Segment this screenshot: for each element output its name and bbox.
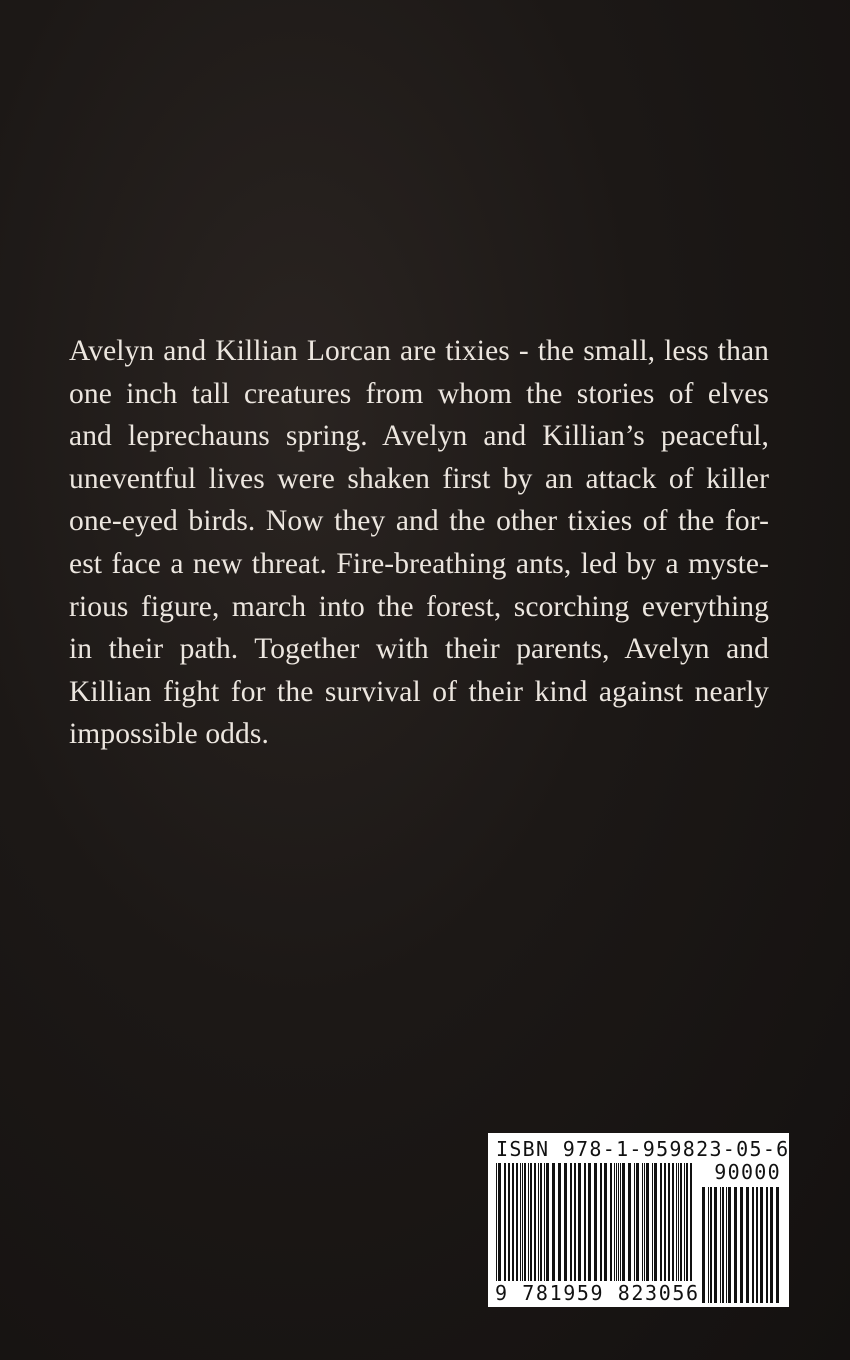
barcode-bar	[520, 1163, 521, 1288]
barcode-bar	[508, 1163, 510, 1288]
barcode-bar	[644, 1163, 645, 1288]
barcode-bar	[776, 1187, 779, 1303]
barcode-bar	[714, 1187, 717, 1303]
barcode-bar	[734, 1187, 737, 1303]
barcode-bar	[680, 1163, 682, 1288]
blurb-line: uneventful lives were shaken first by an attack of killer	[69, 462, 769, 495]
barcode-bar	[578, 1163, 581, 1288]
barcode-bar	[610, 1163, 612, 1288]
barcode-bar	[646, 1163, 649, 1288]
barcode-bar	[570, 1163, 572, 1288]
barcode-bar	[504, 1163, 506, 1288]
barcode-bar	[552, 1163, 555, 1288]
barcode-bar	[540, 1163, 542, 1288]
isbn-label: ISBN 978-1-959823-05-6	[496, 1137, 790, 1161]
barcode-bar	[616, 1163, 617, 1288]
barcode-bar	[686, 1163, 688, 1288]
blurb-line: impossible odds.	[69, 718, 269, 751]
back-cover-blurb	[69, 330, 769, 756]
barcode-bar	[498, 1163, 501, 1288]
blurb-line: Avelyn and Killian Lorcan are tixies - the small, less than	[69, 335, 769, 367]
barcode-bar	[722, 1187, 724, 1303]
barcode-bar	[496, 1163, 497, 1288]
barcode-bar	[636, 1163, 639, 1288]
isbn-barcode	[488, 1133, 789, 1307]
barcode-bar	[534, 1163, 536, 1288]
barcode-bar	[620, 1163, 621, 1288]
barcode-bar	[756, 1187, 758, 1303]
barcode-bar	[530, 1163, 532, 1288]
barcode-bar	[652, 1163, 653, 1288]
barcode-bar	[664, 1163, 666, 1288]
ean-barcode-bars	[496, 1163, 696, 1288]
barcode-bar	[546, 1163, 549, 1288]
barcode-bar	[746, 1187, 749, 1303]
barcode-bar	[760, 1187, 763, 1303]
blurb-line: one-eyed birds. Now they and the other tixies of the for-	[69, 505, 769, 538]
barcode-bar	[574, 1163, 576, 1288]
barcode-bar	[516, 1163, 518, 1288]
blurb-line: in their path. Together with their parents, Avelyn and	[69, 633, 769, 666]
barcode-bar	[740, 1187, 743, 1303]
barcode-bar	[584, 1163, 586, 1288]
barcode-bar	[684, 1163, 685, 1288]
blurb-line: est face a new threat. Fire-breathing ants, led by a myste-	[69, 547, 769, 580]
barcode-bar	[654, 1163, 657, 1288]
barcode-bar	[660, 1163, 662, 1288]
barcode-bar	[604, 1163, 607, 1288]
price-code: 90000	[714, 1160, 781, 1184]
barcode-bar	[618, 1163, 619, 1288]
barcode-bar	[558, 1163, 561, 1288]
blurb-line: one inch tall creatures from whom the stories of elves	[69, 377, 769, 410]
barcode-bar	[564, 1163, 567, 1288]
barcode-bar	[614, 1163, 615, 1288]
blurb-line: rious figure, march into the forest, scorching everything	[69, 590, 769, 623]
barcode-bar	[634, 1163, 635, 1288]
barcode-bar	[622, 1163, 625, 1288]
barcode-bar	[522, 1163, 523, 1288]
barcode-bar	[588, 1163, 591, 1288]
blurb-line: and leprechauns spring. Avelyn and Killian’s peaceful,	[69, 420, 769, 453]
barcode-bar	[594, 1163, 597, 1288]
barcode-bar	[528, 1163, 529, 1288]
barcode-bar	[726, 1187, 727, 1303]
barcode-bar	[544, 1163, 545, 1288]
barcode-bar	[702, 1187, 705, 1303]
blurb-line: Killian fight for the survival of their kind against nearly	[69, 675, 769, 708]
barcode-bar	[708, 1187, 709, 1303]
barcode-bar	[524, 1163, 526, 1288]
barcode-bar	[720, 1187, 721, 1303]
barcode-bar	[642, 1163, 643, 1288]
barcode-bar	[678, 1163, 679, 1288]
addon-barcode-bars	[702, 1187, 780, 1303]
barcode-bar	[668, 1163, 670, 1288]
barcode-bar	[628, 1163, 631, 1288]
barcode-bar	[766, 1187, 768, 1303]
barcode-bar	[710, 1187, 712, 1303]
barcode-bar	[600, 1163, 602, 1288]
barcode-bar	[676, 1163, 677, 1288]
barcode-bar	[728, 1187, 731, 1303]
barcode-bar	[752, 1187, 754, 1303]
ean-digits: 9 781959 823056	[495, 1281, 700, 1305]
barcode-bar	[512, 1163, 514, 1288]
barcode-bar	[690, 1163, 692, 1288]
barcode-bar	[770, 1187, 773, 1303]
barcode-bar	[672, 1163, 674, 1288]
barcode-bar	[538, 1163, 539, 1288]
